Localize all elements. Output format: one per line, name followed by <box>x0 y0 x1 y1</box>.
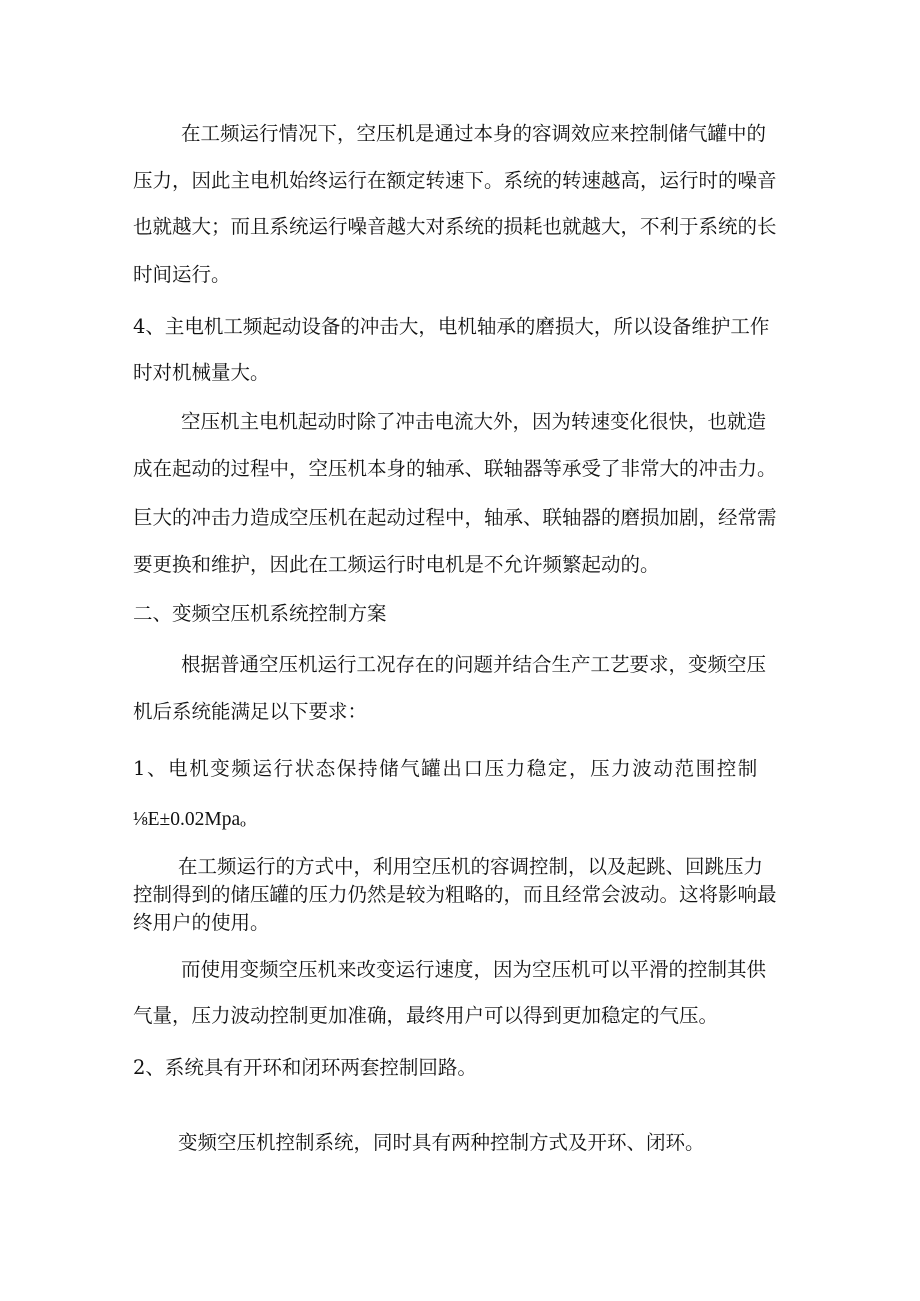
paragraph-3-line-3: 巨大的冲击力造成空压机在起动过程中，轴承、联轴器的磨损加剧，经常需 <box>133 506 777 529</box>
paragraph-6-line-2: 气量，压力波动控制更加准确，最终用户可以得到更加稳定的气压。 <box>133 1004 719 1027</box>
paragraph-3-line-1: 空压机主电机起动时除了冲击电流大外，因为转速变化很快，也就造 <box>181 410 767 433</box>
paragraph-4-line-2: 机后系统能满足以下要求： <box>133 700 368 723</box>
list-item-1-line-1: 1、电机变频运行状态保持储气罐出口压力稳定，压力波动范围控制 <box>133 757 759 780</box>
paragraph-5-line-3: 终用户的使用。 <box>133 911 270 934</box>
paragraph-5-line-2: 控制得到的储压罐的压力仍然是较为粗略的，而且经常会波动。这将影响最 <box>133 883 777 906</box>
paragraph-1-line-4: 时间运行。 <box>133 263 231 286</box>
paragraph-3-line-4: 要更换和维护，因此在工频运行时电机是不允许频繁起动的。 <box>133 553 660 576</box>
paragraph-1-line-3: 也就越大；而且系统运行噪音越大对系统的损耗也就越大，不利于系统的长 <box>133 215 777 238</box>
paragraph-1-line-1: 在工频运行情况下，空压机是通过本身的容调效应来控制储气罐中的 <box>181 122 767 145</box>
paragraph-7: 变频空压机控制系统，同时具有两种控制方式及开环、闭环。 <box>178 1131 705 1154</box>
paragraph-1-line-2: 压力，因此主电机始终运行在额定转速下。系统的转速越高，运行时的噪音 <box>133 169 777 192</box>
section-heading: 二、变频空压机系统控制方案 <box>133 602 387 625</box>
paragraph-6-line-1: 而使用变频空压机来改变运行速度，因为空压机可以平滑的控制其供 <box>181 958 767 981</box>
list-item-4-line-2: 时对机械量大。 <box>133 361 270 384</box>
list-item-2: 2、系统具有开环和闭环两套控制回路。 <box>133 1056 477 1079</box>
list-item-1-line-2: ⅛E±0.02Mpaₒ <box>133 809 246 830</box>
paragraph-5-line-1: 在工频运行的方式中，利用空压机的容调控制，以及起跳、回跳压力 <box>178 855 764 878</box>
paragraph-4-line-1: 根据普通空压机运行工况存在的问题并结合生产工艺要求，变频空压 <box>181 653 767 676</box>
list-item-4-line-1: 4、主电机工频起动设备的冲击大，电机轴承的磨损大，所以设备维护工作 <box>133 315 770 338</box>
paragraph-3-line-2: 成在起动的过程中，空压机本身的轴承、联轴器等承受了非常大的冲击力。 <box>133 457 777 480</box>
